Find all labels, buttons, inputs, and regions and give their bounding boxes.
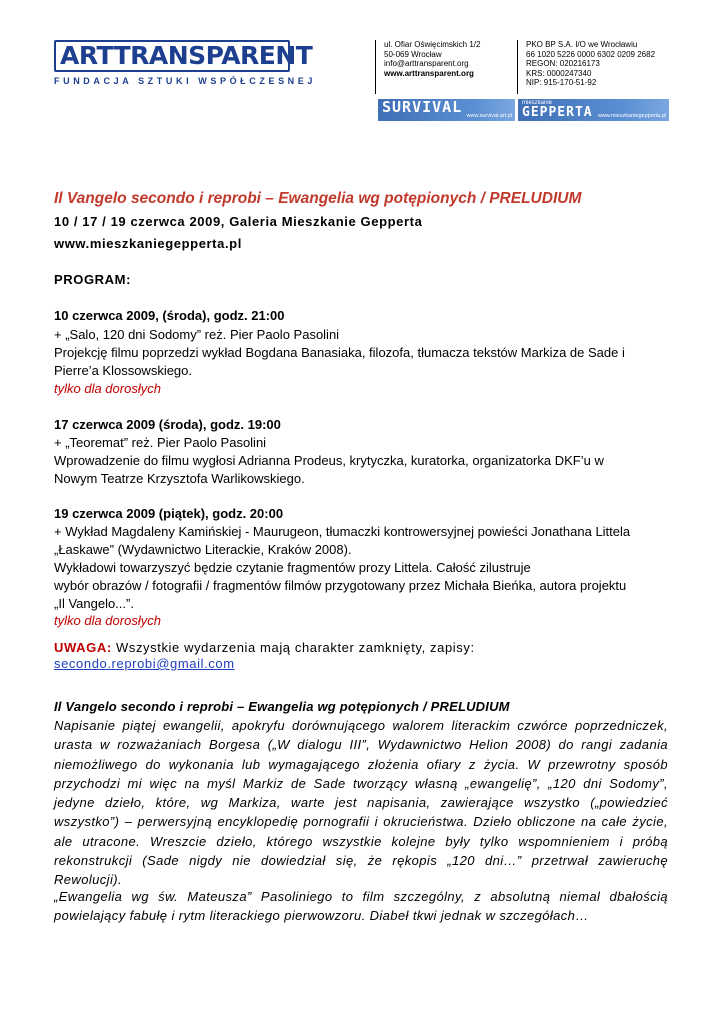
event-heading: 17 czerwca 2009 (środa), godz. 19:00 <box>54 417 281 432</box>
event-line: „Łaskawe” (Wydawnictwo Literackie, Kraków 2008). <box>54 542 352 557</box>
event-heading: 19 czerwca 2009 (piątek), godz. 20:00 <box>54 506 284 521</box>
bank-line: REGON: 020216173 <box>526 59 600 68</box>
address-line: 50-069 Wrocław <box>384 49 442 59</box>
event-line: Wykładowi towarzyszyć będzie czytanie fragmentów prozy Littela. Całość zilustruje <box>54 560 531 575</box>
program-label: PROGRAM: <box>54 272 132 287</box>
bank-line: PKO BP S.A. I/O we Wrocławiu <box>526 40 638 49</box>
bank-line: NIP: 915-170-51-92 <box>526 78 597 87</box>
event-line: + „Teoremat” reż. Pier Paolo Pasolini <box>54 435 267 450</box>
logo-wordmark: ARTTRANSPARENT <box>54 40 290 72</box>
foundation-logo <box>54 40 316 88</box>
website-line: www.arttransparent.org <box>384 68 474 78</box>
email-line: info@arttransparent.org <box>384 59 469 68</box>
event-line: wybór obrazów / fotografii / fragmentów filmów przygotowany przez Michała Bieńka, autora projektu <box>54 578 627 593</box>
contact-address-block <box>375 40 513 94</box>
event-line: Nowym Teatrze Krzysztofa Warlikowskiego. <box>54 471 305 486</box>
essay-title: Il Vangelo secondo i reprobi – Ewangelia wg potępionych / PRELUDIUM <box>54 699 510 714</box>
gepperta-url: www.mieszkaniegepperta.pl <box>597 113 666 119</box>
bank-line: 66 1020 5226 0000 6302 0209 2682 <box>526 49 656 59</box>
website-link: www.mieszkaniegepperta.pl <box>54 236 242 251</box>
survival-url: www.survival.art.pl <box>466 113 512 119</box>
address-line: ul. Ofiar Oświęcimskich 1/2 <box>384 40 481 49</box>
contact-bank-block <box>517 40 672 94</box>
notice-text: Wszystkie wydarzenia mają charakter zamknięty, zapisy: <box>111 640 475 655</box>
signup-email-link[interactable]: secondo.reprobi@gmail.com <box>54 656 235 671</box>
gepperta-pre-text: mieszkanie <box>522 100 553 106</box>
essay-paragraph: Napisanie piątej ewangelii, apokryfu dorównującego walorem literackim czwórce poprzedniczek, urasta w rozważaniach Borgesa („W dialogu III”, Wydawnictwo Helion 2008) do rangi zadania niemożliwego do wykonania lub wymagającego złożenia ofiary z życia. W przewrotny sposób przychodzi mi więc na myśl Markiz de Sade tworzący własną „ewangelię”, „120 dni Sodomy”, jedyne dzieło, które, wg Markiza, warte jest napisania, zawierające wszystko („powiedzieć wszystko”) – perwersyjną encyklopedię pornografii i okrucieństwa. Dzieło obliczone na całe życie, ale utracone. Wreszcie dzieło, którego wszystkie kolejne były tylko wspomnieniem i próbą rekonstrukcji (Sade nigdy nie dowiedział się, że rękopis „120 dni…” przetrwał zawieruchę Rewolucji). <box>54 718 668 888</box>
survival-logo-text: SURVIVAL <box>382 99 463 116</box>
email-row <box>54 656 235 671</box>
event-line: Wprowadzenie do filmu wygłosi Adrianna Prodeus, krytyczka, kuratorka, organizatorka DKF’u w <box>54 453 604 468</box>
event-heading: 10 czerwca 2009, (środa), godz. 21:00 <box>54 308 285 323</box>
notice-label: UWAGA: <box>54 640 112 655</box>
event-line: + Wykład Magdaleny Kamińskiej - Maurugeon, tłumaczki kontrowersyjnej powieści Jonathana Littela <box>54 524 631 539</box>
age-restriction-note: tylko dla dorosłych <box>54 381 161 396</box>
dates-venue: 10 / 17 / 19 czerwca 2009, Galeria Mieszkanie Gepperta <box>54 214 423 229</box>
logo-tagline: FUNDACJA SZTUKI WSPÓŁCZESNEJ <box>54 76 316 86</box>
survival-banner <box>378 99 515 121</box>
gepperta-banner <box>518 99 669 121</box>
age-restriction-note: tylko dla dorosłych <box>54 613 161 628</box>
gepperta-logo-text: GEPPERTA <box>522 105 593 120</box>
event-line: Projekcję filmu poprzedzi wykład Bogdana Banasiaka, filozofa, tłumacza tekstów Markiza de Sade i <box>54 345 625 360</box>
document-title: Il Vangelo secondo i reprobi – Ewangelia wg potępionych / PRELUDIUM <box>54 190 582 207</box>
notice-line <box>54 640 475 655</box>
essay-paragraph: „Ewangelia wg św. Mateusza” Pasoliniego to film szczególny, z absolutną niemal dbałością powielający fabułę i rytm literackiego pierwowzoru. Diabeł tkwi jednak w szczegółach… <box>54 889 668 924</box>
event-line: „Il Vangelo...”. <box>54 596 134 611</box>
event-line: Pierre’a Klossowskiego. <box>54 363 193 378</box>
bank-line: KRS: 0000247340 <box>526 68 592 78</box>
event-line: + „Salo, 120 dni Sodomy” reż. Pier Paolo Pasolini <box>54 327 340 342</box>
